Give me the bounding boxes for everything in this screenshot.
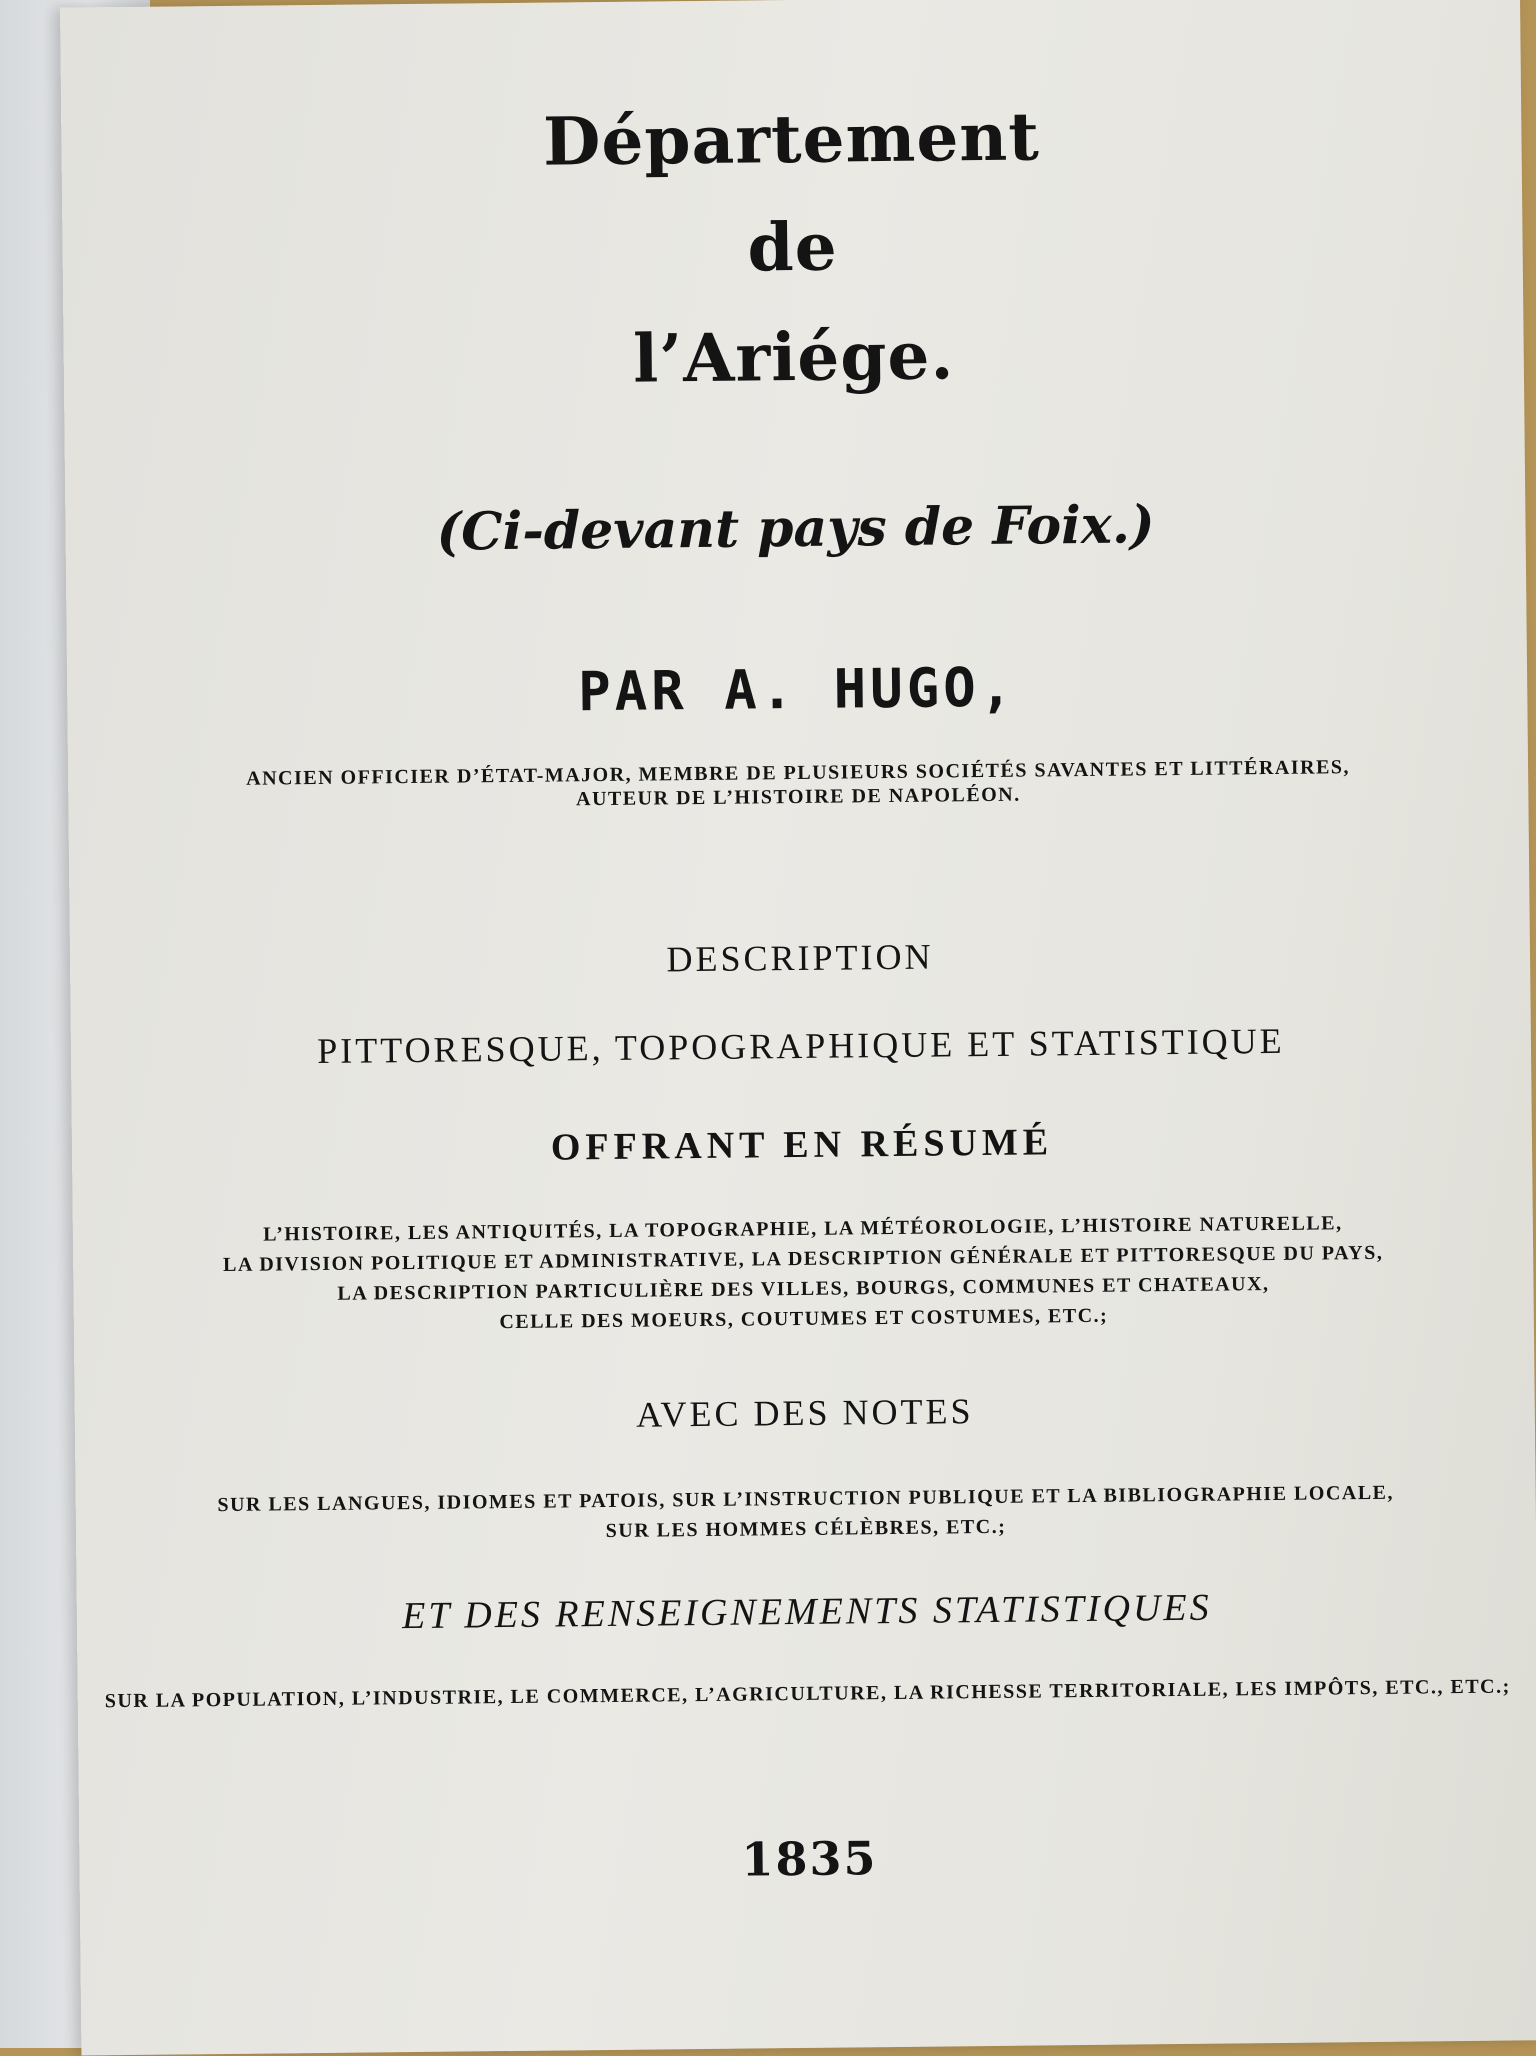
publication-year: 1835	[741, 1831, 878, 1887]
statistics-line: SUR LA POPULATION, L’INDUSTRIE, LE COMMERCE, L’AGRICULTURE, LA RICHESSE TERRITORIALE, LES IMPÔTS, ETC., ETC.;	[104, 1675, 1511, 1713]
notes-line: SUR LES LANGUES, IDIOMES ET PATOIS, SUR L’INSTRUCTION PUBLIQUE ET LA BIBLIOGRAPHIE LOCALE,	[217, 1481, 1395, 1517]
notes-heading: AVEC DES NOTES	[635, 1391, 974, 1435]
contents-line: L’HISTOIRE, LES ANTIQUITÉS, LA TOPOGRAPHIE, LA MÉTÉOROLOGIE, L’HISTOIRE NATURELLE,	[263, 1212, 1343, 1246]
author-titles-line-2: AUTEUR DE L’HISTOIRE DE NAPOLÉON.	[575, 783, 1021, 811]
title-line-3: l’Ariége.	[632, 316, 955, 398]
subtitle: (Ci-devant pays de Foix.)	[436, 494, 1155, 563]
contents-line: CELLE DES MOEURS, COUTUMES ET COSTUMES, ETC.;	[499, 1304, 1109, 1334]
title-line-1: Département	[542, 97, 1041, 181]
title-page	[60, 0, 1536, 2056]
contents-line: LA DIVISION POLITIQUE ET ADMINISTRATIVE, LA DESCRIPTION GÉNÉRALE ET PITTORESQUE DU PAYS,	[222, 1241, 1384, 1277]
contents-line: LA DESCRIPTION PARTICULIÈRE DES VILLES, BOURGS, COMMUNES ET CHATEAUX,	[337, 1273, 1270, 1305]
description-subheading: PITTORESQUE, TOPOGRAPHIQUE ET STATISTIQUE	[317, 1020, 1285, 1072]
title-line-2: de	[747, 207, 839, 287]
statistics-heading: ET DES RENSEIGNEMENTS STATISTIQUES	[401, 1586, 1212, 1638]
notes-line: SUR LES HOMMES CÉLÈBRES, ETC.;	[605, 1515, 1007, 1543]
author: PAR A. HUGO,	[577, 655, 1017, 724]
author-titles-line-1: ANCIEN OFFICIER D’ÉTAT-MAJOR, MEMBRE DE PLUSIEURS SOCIÉTÉS SAVANTES ET LITTÉRAIRES,	[246, 756, 1351, 790]
description-heading: DESCRIPTION	[666, 936, 934, 980]
offering-heading: OFFRANT EN RÉSUMÉ	[550, 1121, 1054, 1169]
